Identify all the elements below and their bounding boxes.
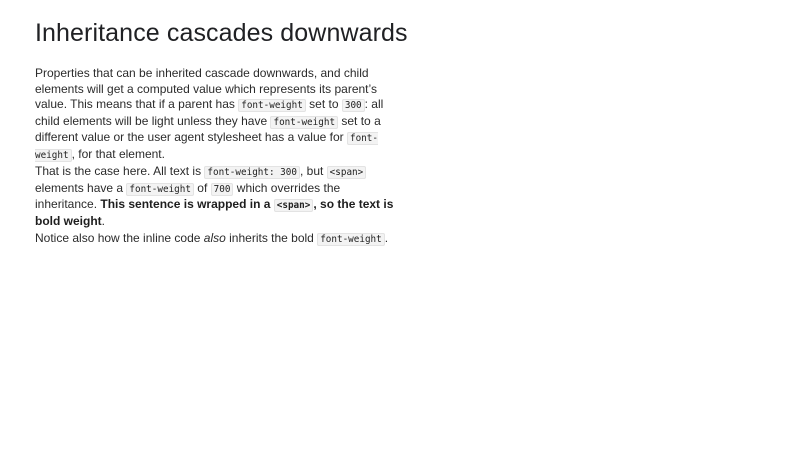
inline-code: 700 <box>211 183 234 196</box>
paragraph-inheritance-intro <box>35 66 405 164</box>
inline-code: font-weight: 300 <box>204 166 300 179</box>
text-run: That is the case here. All text is <box>35 164 205 178</box>
text-run: set to a different value or the user agent stylesheet has a value for <box>35 113 381 145</box>
page-title: Inheritance cascades downwards <box>35 19 408 47</box>
inline-code: font-weight <box>238 99 306 112</box>
inline-code: font-weight <box>126 183 194 196</box>
text-run: . <box>101 213 105 228</box>
text-run: Properties that can be inherited cascade downwards, and child elements will get a computed value which represents its parent’s value. This means that if a parent has <box>35 66 377 112</box>
text-run: : all child elements will be light unless they have <box>35 97 384 128</box>
paragraph-span-example <box>35 164 405 229</box>
bold-text-run: This sentence is wrapped in a <box>100 197 274 212</box>
bold-text-run: , so the text is bold weight <box>35 197 394 228</box>
text-run: . <box>384 231 389 245</box>
text-run: of <box>193 180 211 195</box>
paragraph-inline-code-note <box>35 231 405 248</box>
text-run: set to <box>305 97 342 112</box>
emphasis-text: also <box>203 231 226 245</box>
inline-code-bold: <span> <box>274 199 314 212</box>
text-run: which overrides the inheritance. <box>35 180 341 212</box>
text-run: , but <box>299 164 327 178</box>
inline-code: <span> <box>327 166 367 179</box>
text-run: Notice also how the inline code <box>35 231 204 245</box>
inline-code: font-weight <box>35 133 378 161</box>
text-run: elements have a <box>35 180 127 195</box>
text-run: inherits the bold <box>225 231 318 245</box>
inline-code: font-weight <box>270 116 338 129</box>
inline-code: font-weight <box>317 233 385 246</box>
text-run: , for that element. <box>71 146 165 161</box>
inline-code: 300 <box>342 99 365 112</box>
